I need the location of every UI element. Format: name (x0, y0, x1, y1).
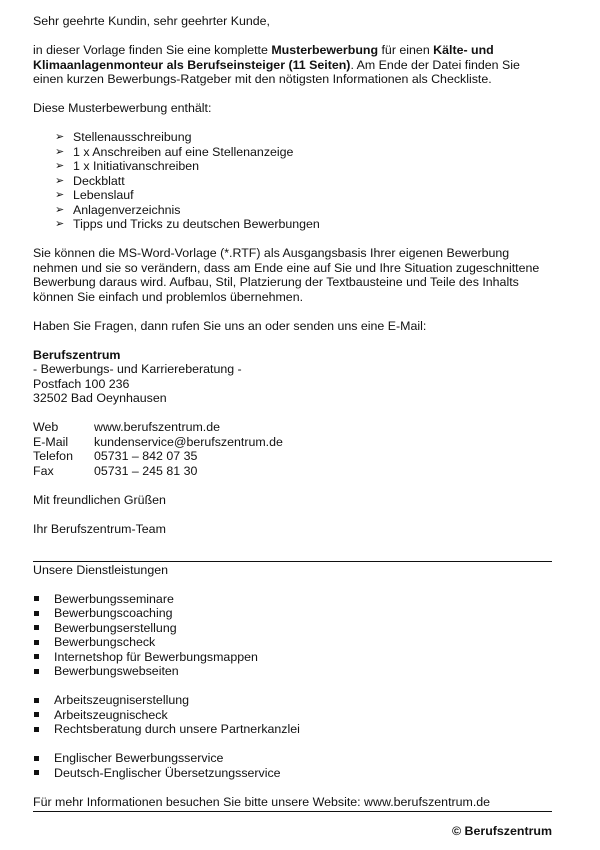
services-item-label: Bewerbungscoaching (54, 606, 173, 620)
company-name: Berufszentrum (33, 347, 121, 362)
services-list-item (33, 722, 552, 737)
arrow-bullet-icon: ➢ (55, 131, 65, 143)
services-item-label: Arbeitszeugnischeck (54, 707, 168, 722)
contents-list-item (55, 130, 552, 145)
arrow-bullet-icon: ➢ (55, 203, 65, 216)
contents-list (33, 130, 552, 232)
usage-paragraph: Sie können die MS-Word-Vorlage (*.RTF) als Ausgangsbasis Ihrer eigenen Bewerbung nehmen und sie so verändern, dass am Ende eine auf Sie und Ihre Situation zugeschnittene Bewerbung daraus wird. Aufbau, Stil, Platzierung der Textbausteine und Teile des Inhalts können Sie einfach und problemlos übernehmen. (33, 246, 540, 304)
contents-item-label: Deckblatt (73, 173, 125, 188)
contact-value: 05731 – 842 07 35 (94, 449, 198, 463)
square-bullet-icon (34, 640, 39, 645)
services-list-item (33, 708, 552, 723)
services-list-item (33, 766, 552, 781)
contents-item-label: Lebenslauf (73, 188, 134, 202)
contact-label: Fax (33, 463, 54, 478)
services-list-item (33, 621, 552, 636)
services-item-label: Bewerbungsseminare (54, 591, 174, 606)
arrow-bullet-icon: ➢ (55, 218, 65, 230)
services-list-item (33, 693, 552, 708)
square-bullet-icon (34, 756, 39, 761)
intro-text-3: . Am Ende der Datei finden Sie einen kurzen Bewerbungs-Ratgeber mit den nötigsten Informationen als Checkliste. (33, 57, 520, 86)
intro-bold-1: Musterbewerbung (271, 43, 379, 57)
square-bullet-icon (34, 712, 39, 717)
contact-block (33, 420, 552, 478)
services-item-label: Bewerbungserstellung (54, 620, 177, 635)
contents-list-item (55, 145, 552, 160)
square-bullet-icon (34, 770, 39, 775)
contents-item-label: Anlagenverzeichnis (73, 202, 181, 217)
arrow-bullet-icon: ➢ (55, 174, 65, 187)
contents-item-label: 1 x Initiativanschreiben (73, 159, 200, 173)
services-item-label: Deutsch-Englischer Übersetzungsservice (54, 765, 281, 780)
services-group (33, 751, 552, 780)
contact-label: E-Mail (33, 434, 69, 449)
closing: Mit freundlichen Grüßen (33, 492, 166, 507)
contact-value: 05731 – 245 81 30 (94, 463, 198, 478)
services-list-item (33, 664, 552, 679)
intro-text-1: in dieser Vorlage finden Sie eine komplette (33, 43, 272, 57)
square-bullet-icon (34, 727, 39, 732)
square-bullet-icon (34, 611, 39, 616)
divider-line (33, 561, 552, 562)
services-list-item (33, 592, 552, 607)
contents-list-item (55, 217, 552, 232)
square-bullet-icon (34, 698, 39, 703)
signature: Ihr Berufszentrum-Team (33, 521, 166, 536)
contents-heading: Diese Musterbewerbung enthält: (33, 101, 212, 115)
copyright: © Berufszentrum (451, 824, 552, 838)
services-item-label: Rechtsberatung durch unsere Partnerkanzlei (54, 722, 300, 736)
questions-paragraph: Haben Sie Fragen, dann rufen Sie uns an oder senden uns eine E-Mail: (33, 318, 427, 333)
contents-item-label: Tipps und Tricks zu deutschen Bewerbungen (73, 217, 320, 231)
arrow-bullet-icon: ➢ (55, 160, 65, 172)
contents-list-item (55, 188, 552, 203)
contents-list-item (55, 174, 552, 189)
services-item-label: Englischer Bewerbungsservice (54, 751, 224, 765)
services-list (33, 592, 552, 795)
divider-line-bottom (33, 811, 552, 812)
services-group (33, 693, 552, 737)
square-bullet-icon (34, 596, 39, 601)
square-bullet-icon (34, 654, 39, 659)
services-title: Unsere Dienstleistungen (33, 562, 168, 577)
contents-list-item (55, 159, 552, 174)
contact-row (33, 449, 552, 464)
contact-value: www.berufszentrum.de (94, 420, 221, 434)
services-item-label: Bewerbungscheck (54, 635, 156, 649)
arrow-bullet-icon: ➢ (55, 189, 65, 201)
contents-item-label: Stellenausschreibung (73, 130, 192, 144)
contents-item-label: 1 x Anschreiben auf eine Stellenanzeige (73, 144, 294, 159)
company-tagline: - Bewerbungs- und Karriereberatung - (33, 362, 242, 376)
contact-value: kundenservice@berufszentrum.de (94, 434, 283, 449)
company-street: Postfach 100 236 (33, 376, 130, 391)
services-item-label: Internetshop für Bewerbungsmappen (54, 649, 258, 664)
contents-list-item (55, 203, 552, 218)
document-page (33, 14, 552, 839)
contact-label: Telefon (33, 449, 73, 463)
greeting: Sehr geehrte Kundin, sehr geehrter Kunde, (33, 14, 270, 28)
intro-text-2: für einen (378, 43, 434, 57)
contact-row (33, 464, 552, 479)
services-item-label: Arbeitszeugniserstellung (54, 693, 189, 707)
contact-row (33, 435, 552, 450)
square-bullet-icon (34, 625, 39, 630)
company-city: 32502 Bad Oeynhausen (33, 391, 167, 405)
address-block (33, 348, 552, 406)
contact-label: Web (33, 420, 59, 434)
arrow-bullet-icon: ➢ (55, 145, 65, 158)
services-list-item (33, 751, 552, 766)
square-bullet-icon (34, 669, 39, 674)
services-list-item (33, 606, 552, 621)
services-list-item (33, 650, 552, 665)
services-item-label: Bewerbungswebseiten (54, 664, 179, 678)
intro-bold-2: Kälte- und Klimaanlagenmonteur als Berufseinsteiger (11 Seiten) (33, 43, 494, 72)
more-info: Für mehr Informationen besuchen Sie bitte unsere Website: www.berufszentrum.de (33, 794, 491, 809)
intro-paragraph (33, 43, 552, 87)
services-group (33, 592, 552, 679)
contact-row (33, 420, 552, 435)
services-list-item (33, 635, 552, 650)
